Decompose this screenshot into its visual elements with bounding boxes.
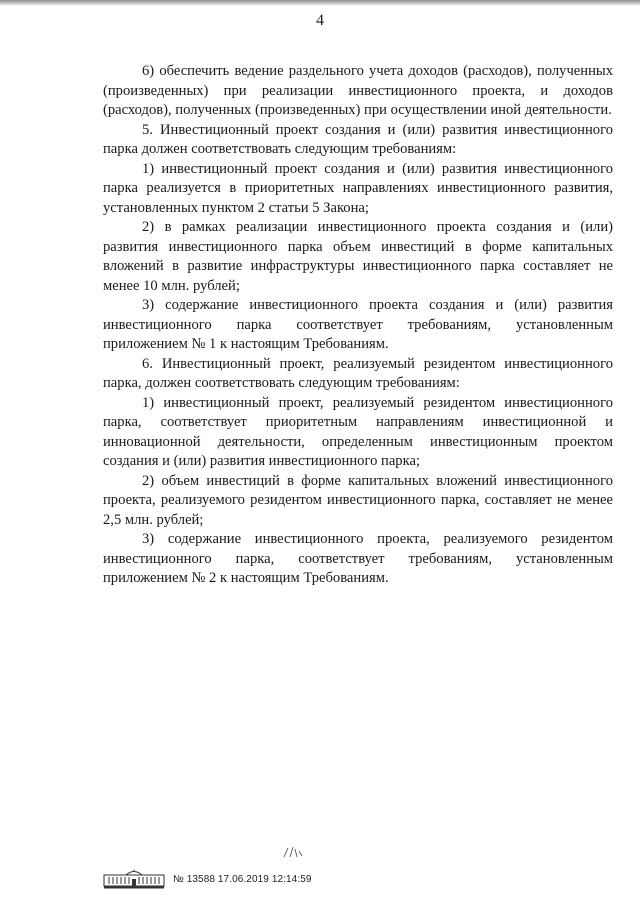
paragraph-6-clause: 6) обеспечить ведение раздельного учета доходов (расходов), полученных (произведенных) при реализации инвестиционного проекта, и доходов (расходов), полученных (произведенных) при осуществлении иной деятельности. <box>103 63 613 118</box>
document-body <box>103 62 613 589</box>
paragraph-section-5: 5. Инвестиционный проект создания и (или) развития инвестиционного парка должен соответствовать следующим требованиям: <box>103 121 613 157</box>
paragraph-section-5-item-3: 3) содержание инвестиционного проекта создания и (или) развития инвестиционного парка соответствует требованиям, установленным приложением № 1 к настоящим Требованиям. <box>103 297 613 352</box>
paragraph-section-6-item-2: 2) объем инвестиций в форме капитальных вложений инвестиционного проекта, реализуемого резидентом инвестиционного парка, составляет не менее 2,5 млн. рублей; <box>103 472 613 528</box>
paragraph-section-5-item-2: 2) в рамках реализации инвестиционного проекта создания и (или) развития инвестиционного парка объем инвестиций в форме капитальных вложений в развитие инфраструктуры инвестиционного парка составляет не менее 10 млн. рублей; <box>103 219 613 294</box>
paragraph-section-6-item-1: 1) инвестиционный проект, реализуемый резидентом инвестиционного парка, соответствует приоритетным направлениям инвестиционной и инновационной деятельности, определенным инвестиционным проектом создания и (или) развития инвестиционного парка; <box>103 394 613 469</box>
registration-stamp-text: № 13588 17.06.2019 12:14:59 <box>173 873 312 885</box>
scan-top-edge <box>0 0 640 6</box>
paragraph-section-6: 6. Инвестиционный проект, реализуемый резидентом инвестиционного парка, должен соответствовать следующим требованиям: <box>103 355 613 391</box>
building-emblem-icon <box>103 869 165 889</box>
scan-artifact <box>282 845 304 859</box>
registration-footer <box>103 869 312 889</box>
page-number: 4 <box>316 12 324 29</box>
paragraph-section-5-item-1: 1) инвестиционный проект создания и (или) развития инвестиционного парка реализуется в приоритетных направлениях инвестиционного развития, установленных пунктом 2 статьи 5 Закона; <box>103 160 613 216</box>
paragraph-section-6-item-3: 3) содержание инвестиционного проекта, реализуемого резидентом инвестиционного парка, соответствует требованиям, установленным приложением № 2 к настоящим Требованиям. <box>103 531 613 586</box>
